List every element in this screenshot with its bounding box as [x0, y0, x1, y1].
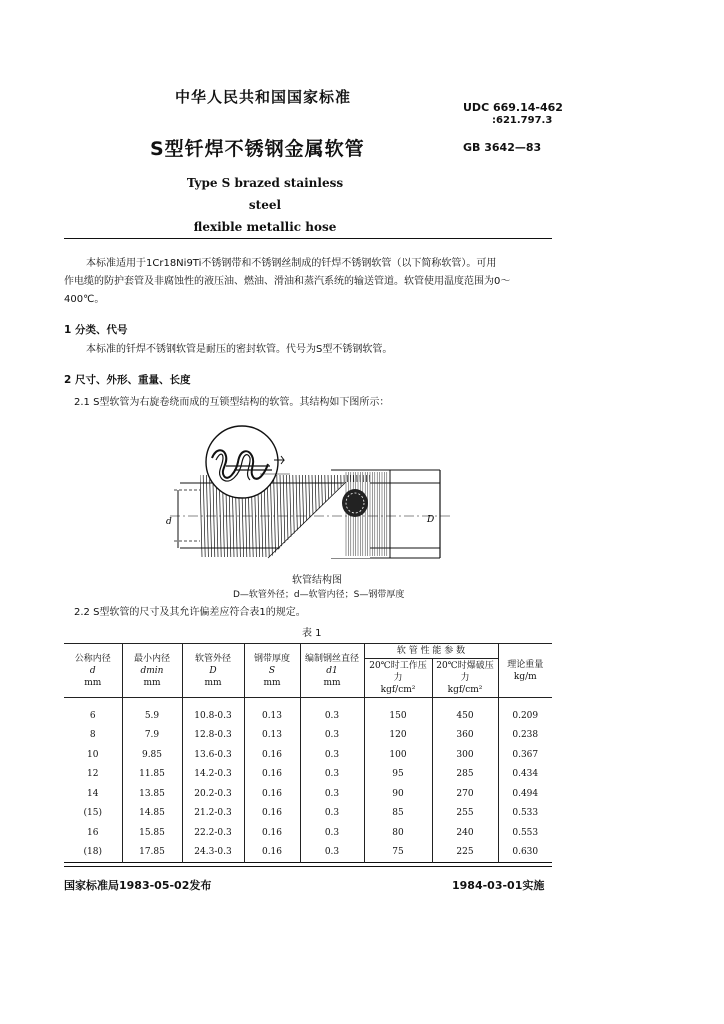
- table-cell: 7.9: [122, 726, 182, 746]
- table-cell: 0.533: [498, 804, 552, 824]
- table-cell: (15): [64, 804, 122, 824]
- table-cell: 95: [364, 765, 432, 785]
- issuing-org: 中华人民共和国国家标准: [175, 88, 352, 106]
- table-cell: 14.2-0.3: [182, 765, 244, 785]
- table-cell: 270: [432, 784, 498, 804]
- table-cell: 0.16: [244, 843, 300, 863]
- section-2-heading: 2 尺寸、外形、重量、长度: [64, 374, 191, 386]
- table-cell: 0.553: [498, 823, 552, 843]
- clause-2-1: 2.1 S型软管为右旋卷绕而成的互锁型结构的软管。其结构如下图所示：: [74, 397, 390, 408]
- table-cell: 360: [432, 726, 498, 746]
- table-cell: 450: [432, 698, 498, 726]
- table-cell: 0.630: [498, 843, 552, 863]
- col-working-pressure: 20℃时工作压力 kgf/cm²: [364, 659, 432, 698]
- col-wire-diameter: 编制钢丝直径 d1 mm: [300, 644, 364, 698]
- table-cell: 300: [432, 745, 498, 765]
- table-cell: 10: [64, 745, 122, 765]
- udc-code: UDC 669.14-462: [463, 101, 563, 114]
- table-cell: 225: [432, 843, 498, 863]
- table-cell: 85: [364, 804, 432, 824]
- standard-title-cn: S型钎焊不锈钢金属软管: [150, 138, 365, 160]
- table-cell: 13.85: [122, 784, 182, 804]
- table-cell: 75: [364, 843, 432, 863]
- table-cell: 0.13: [244, 726, 300, 746]
- table-cell: 9.85: [122, 745, 182, 765]
- table-cell: 0.238: [498, 726, 552, 746]
- label-inner-diameter: d: [166, 517, 172, 527]
- table-cell: 20.2-0.3: [182, 784, 244, 804]
- table-cell: 0.16: [244, 745, 300, 765]
- table-row: [64, 726, 552, 746]
- figure-caption: 软管结构图: [292, 575, 342, 586]
- table-title: 表 1: [302, 628, 322, 639]
- col-min-id: 最小内径 dmin mm: [122, 644, 182, 698]
- table-row: [64, 765, 552, 785]
- table-cell: 17.85: [122, 843, 182, 863]
- table-cell: 0.3: [300, 698, 364, 726]
- title-en-line1: Type S brazed stainless steel: [186, 176, 344, 212]
- table-cell: 0.16: [244, 784, 300, 804]
- table-cell: 0.494: [498, 784, 552, 804]
- intro-line1: 本标准适用于1Cr18Ni9Ti不锈钢带和不锈钢丝制成的钎焊不锈钢软管（以下简称软管）。可用: [86, 258, 497, 269]
- col-burst-pressure: 20℃时爆破压力 kgf/cm²: [432, 659, 498, 698]
- table-cell: 0.16: [244, 804, 300, 824]
- table-cell: 0.3: [300, 726, 364, 746]
- table-cell: 12: [64, 765, 122, 785]
- table-cell: 13.6-0.3: [182, 745, 244, 765]
- col-nominal-id: 公称内径 d mm: [64, 644, 122, 698]
- table-row: [64, 804, 552, 824]
- table-cell: 240: [432, 823, 498, 843]
- intro-line2: 作电缆的防护套管及非腐蚀性的液压油、燃油、滑油和蒸汽系统的输送管道。软管使用温度范围为0～: [64, 276, 511, 287]
- table-cell: 11.85: [122, 765, 182, 785]
- table-row: [64, 745, 552, 765]
- table-cell: 22.2-0.3: [182, 823, 244, 843]
- table-cell: 24.3-0.3: [182, 843, 244, 863]
- table-cell: (18): [64, 843, 122, 863]
- intro-paragraph: [64, 255, 554, 309]
- table-cell: 0.16: [244, 765, 300, 785]
- table-row: [64, 784, 552, 804]
- figure-legend: D—软管外径；d—软管内径；S—钢带厚度: [233, 590, 405, 600]
- table-cell: 14: [64, 784, 122, 804]
- section-1-heading: 1 分类、代号: [64, 324, 128, 336]
- title-en-line2: flexible metallic hose: [193, 220, 337, 234]
- table-cell: 12.8-0.3: [182, 726, 244, 746]
- table-cell: 5.9: [122, 698, 182, 726]
- table-cell: 100: [364, 745, 432, 765]
- udc-code-line2: :621.797.3: [492, 115, 553, 126]
- section-1-text: 本标准的钎焊不锈钢软管是耐压的密封软管。代号为S型不锈钢软管。: [86, 344, 393, 355]
- col-theoretical-weight: 理论重量 kg/m: [498, 644, 552, 698]
- issue-date: 国家标准局1983-05-02发布: [64, 879, 212, 892]
- col-group-performance: 软 管 性 能 参 数: [364, 644, 498, 659]
- standard-title-en: [172, 172, 358, 238]
- clause-2-2: 2.2 S型软管的尺寸及其允许偏差应符合表1的规定。: [74, 607, 306, 618]
- table-cell: 0.367: [498, 745, 552, 765]
- table-cell: 0.3: [300, 823, 364, 843]
- table-row: [64, 843, 552, 863]
- table-cell: 6: [64, 698, 122, 726]
- table-cell: 0.209: [498, 698, 552, 726]
- hose-structure-figure: [150, 420, 460, 570]
- table-cell: 15.85: [122, 823, 182, 843]
- table-cell: 150: [364, 698, 432, 726]
- table-row: [64, 698, 552, 726]
- table-cell: 0.16: [244, 823, 300, 843]
- effective-date: 1984-03-01实施: [452, 879, 545, 892]
- table-cell: 0.3: [300, 765, 364, 785]
- table-cell: 285: [432, 765, 498, 785]
- col-outer-d: 软管外径 D mm: [182, 644, 244, 698]
- col-strip-thickness: 钢带厚度 S mm: [244, 644, 300, 698]
- intro-line3: 400℃。: [64, 294, 105, 305]
- braid-detail: [342, 489, 368, 517]
- table-row: [64, 823, 552, 843]
- table-cell: 8: [64, 726, 122, 746]
- table-cell: 0.3: [300, 745, 364, 765]
- table-cell: 120: [364, 726, 432, 746]
- label-outer-diameter: D: [427, 515, 435, 525]
- table-cell: 16: [64, 823, 122, 843]
- table-cell: 0.3: [300, 804, 364, 824]
- table-cell: 90: [364, 784, 432, 804]
- table-cell: 255: [432, 804, 498, 824]
- table-cell: 80: [364, 823, 432, 843]
- table-cell: 0.13: [244, 698, 300, 726]
- table-cell: 14.85: [122, 804, 182, 824]
- table-1: [64, 643, 552, 863]
- table-cell: 0.3: [300, 843, 364, 863]
- bottom-rule: [64, 866, 552, 867]
- table-cell: 10.8-0.3: [182, 698, 244, 726]
- gb-number: GB 3642—83: [463, 141, 542, 154]
- table-cell: 0.434: [498, 765, 552, 785]
- table-cell: 21.2-0.3: [182, 804, 244, 824]
- top-rule: [64, 238, 552, 239]
- table-cell: 0.3: [300, 784, 364, 804]
